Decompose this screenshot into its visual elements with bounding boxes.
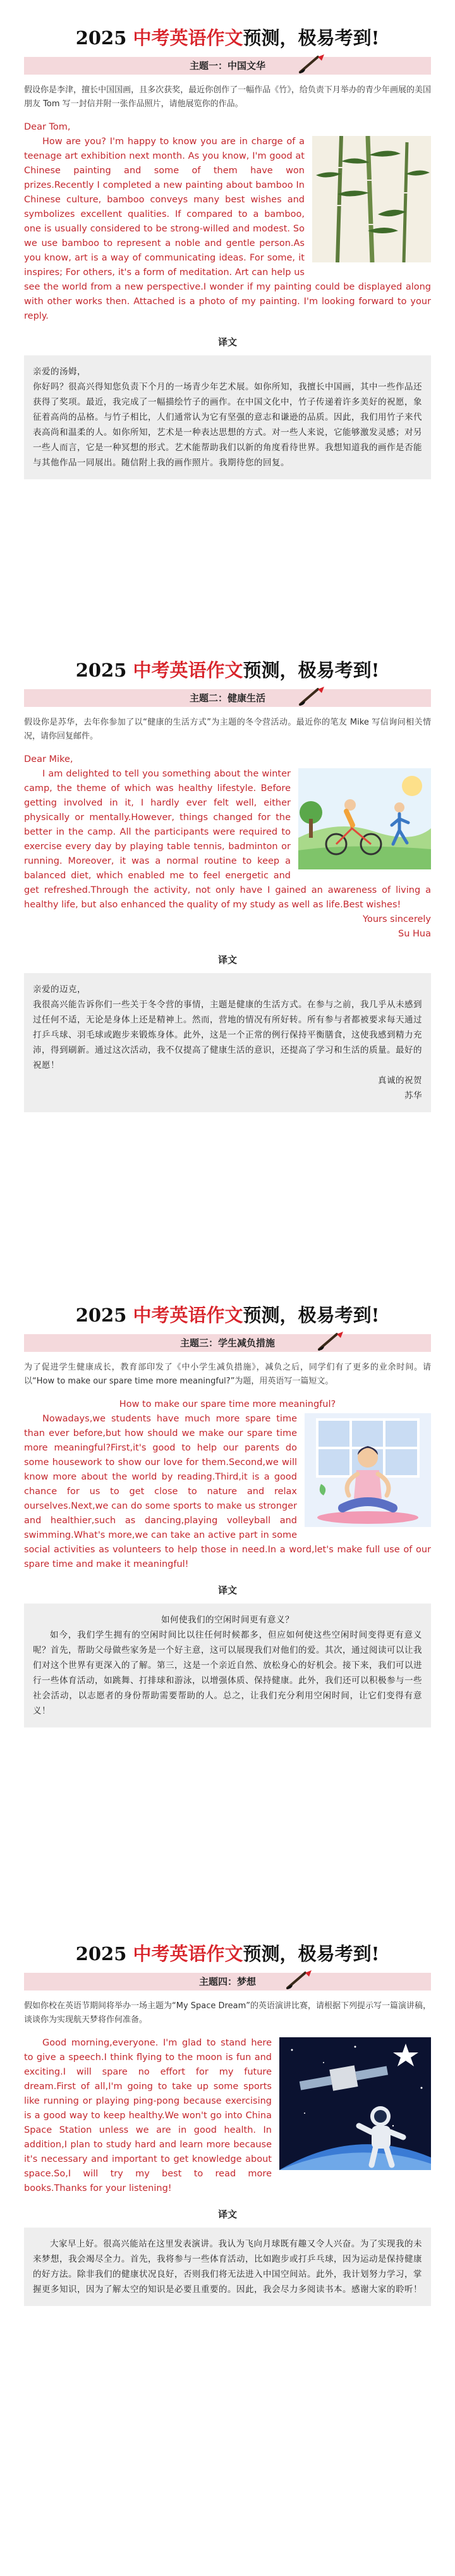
headline: 2025 中考英语作文预测，极易考到!: [75, 659, 380, 681]
translation-body: 我很高兴能告诉你们一些关于冬令营的事情，主题是健康的生活方式。在参与之前，我几乎从未感到过任何不适，无论是身体上还是精神上。然而，营地的情况有所好转。所有参与者都被要求每天通过打乒乓球、羽毛球或跑步来锻炼身体。此外，这是一个正常的例行保持平衡膳食，这使我感到精力充沛，得到刷新。通过这次活动，我不仅提高了健康生活的意识，还提高了学习和生活的质量。最好的祝愿！: [33, 1000, 422, 1070]
translation-label: 译文: [217, 954, 237, 966]
translation-body: 如今，我们学生拥有的空闲时间比以往任何时候都多，但应如何使这些空闲时间变得更有意义呢？首先，帮助父母做些家务是一个好主意，这可以展现我们对他们的爱。其次，通过阅读可以让我们对这个世界有更深入的了解。第三，这是一个亲近自然、放松身心的好机会。接下来，我们可以进行一些体育活动，如跳舞、打排球和游泳，以增强体质、保持健康。此外，我们还可以积极参与一些社会活动，以志愿者的身份帮助需要帮助的人。总之，让我们充分利用空闲时间，让它们变得有意义！: [33, 1630, 422, 1716]
brush-icon: [296, 53, 327, 75]
letter-body: I am delighted to tell you something about the winter camp, the theme of which was healthy lifestyle. Before getting involved in it, I hardly ever felt well, either physically or mentally.However, things changed for the better in the camp. All the participants were required to exercise every day by playing table tennis, badminton or running. Moreover, it was a normal routine to keep a balanced diet, which enabled me to feel energetic and get refreshed.Through the activity, not only have I gained an awareness of living a healthy life, but also enhanced the quality of my study as well as life.Best wishes!: [24, 769, 431, 910]
translation-title: 如何使我们的空闲时间更有意义？: [161, 1615, 294, 1625]
letter: [24, 120, 431, 324]
translation-box: [24, 2228, 431, 2306]
speech: [24, 2036, 431, 2196]
topic-title: 主题一：中国文华: [189, 60, 265, 71]
topic-bar: [24, 1334, 431, 1352]
translation-box: [24, 355, 431, 479]
letter-body: How are you? I'm happy to know you are in charge of a teenage art exhibition next month. As you know, I'm good at Chinese painting and some of them have won prizes.Recently I completed a new painting about bamboo In Chinese culture, bamboo conveys many best wishes and symbolizes excellent qualities. If compared to a bamboo, one is usually considered to be strong-willed and modest. So we use bamboo to represent a noble and gentle person.As you know, art is a way of communicating ideas. For some, it inspires; For others, it's a form of meditation. Art can help us see the world from a new perspective.I wonder if my painting could be displayed along with other works then. Attached is a photo of my painting. I'm looking forward to your reply.: [24, 137, 431, 321]
section-dream: [0, 1941, 455, 2306]
topic-title: 主题二：健康生活: [189, 692, 265, 704]
prompt: 假如你校在英语节期间将举办一场主题为“My Space Dream”的英语演讲比赛，请根据下列提示写一篇演讲稿，谈谈你为实现航天梦将作何准备。: [24, 2001, 431, 2025]
yoga-girl-illustration: [305, 1413, 431, 1527]
cycling-runners-illustration: [298, 768, 431, 869]
astronaut-space-illustration: [279, 2037, 431, 2170]
bamboo-painting-illustration: [312, 136, 431, 262]
prompt: 假设你是李津，擅长中国国画，且多次获奖，最近你创作了一幅作品《竹》，给负责下月举办的青少年画展的美国朋友 Tom 写一封信并附一张作品照片，请他展览你的作品。: [24, 85, 431, 109]
salutation: Dear Mike,: [24, 754, 73, 764]
brush-icon: [296, 685, 327, 707]
letter: [24, 752, 431, 941]
topic-title: 主题四：梦想: [198, 1976, 256, 1987]
topic-bar: [24, 689, 431, 707]
brush-icon: [284, 1969, 314, 1990]
translation-body: 大家早上好。很高兴能站在这里发表演讲。我认为飞向月球既有趣又令人兴奋。为了实现我的未来梦想，我会竭尽全力。首先，我将参与一些体育活动，比如跑步或打乒乓球，因为运动是保持健康的好方法。除非我们的健康状况良好，否则我们将无法进入中国空间站。此外，我计划努力学习，掌握更多知识，因为了解太空的知识是必要且重要的。因此，我会尽力多阅读书本。感谢大家的聆听！: [33, 2239, 422, 2295]
topic-bar: [24, 1973, 431, 1990]
essay-title: How to make our spare time more meaningful?: [119, 1399, 336, 1409]
section-healthy-life: [0, 658, 455, 1112]
topic-bar: [24, 57, 431, 75]
speech-body: Good morning,everyone. I'm glad to stand here to give a speech.I think flying to the moon is fun and exciting.I will spare no effort for my future dream.First of all,I'm going to take up some sports like running or playing ping-pong because exercising is a good way to keep healthy.We won't go into China Space Station unless we are in good health. In addition,I plan to study hard and learn more because it's necessary and important to get knowledge about space.So,I will try my best to read more books.Thanks for your listening!: [24, 2038, 272, 2193]
prompt: 为了促进学生健康成长，教育部印发了《中小学生减负措施》，减负之后，同学们有了更多的业余时间。请以“How to make our spare time more meaningful?”为题，用英语写一篇短文。: [24, 1363, 431, 1386]
brush-icon: [315, 1330, 346, 1352]
translation-salutation: 亲爱的汤姆，: [33, 367, 86, 377]
translation-body: 你好吗？很高兴得知您负责下个月的一场青少年艺术展。如你所知，我擅长中国画，其中一些作品还获得了奖项。最近，我完成了一幅描绘竹子的画作。在中国文化中，竹子传递着许多美好的祝愿，象征着高尚的品格。与竹子相比，人们通常认为它有坚强的意志和谦逊的品质。因此，我们用竹子来代表高尚和温柔的人。如你所知，艺术是一种表达思想的方式。对一些人来说，它能够激发灵感；对另一些人而言，它是一种冥想的形式。艺术能帮助我们以新的角度看待世界。我想知道我的画作是否能与其他作品一同展出。随信附上我的画作照片。我期待您的回复。: [33, 382, 422, 468]
translation-closing: 真诚的祝贺: [378, 1076, 422, 1086]
signature: Su Hua: [398, 929, 431, 939]
section-culture: [0, 25, 455, 479]
section-burden-reduction: [0, 1303, 455, 1727]
essay: [24, 1397, 431, 1572]
headline: 2025 中考英语作文预测，极易考到!: [75, 1943, 380, 1965]
salutation: Dear Tom,: [24, 122, 71, 132]
closing: Yours sincerely: [363, 914, 431, 924]
translation-label: 译文: [217, 336, 237, 348]
translation-signature: 苏华: [404, 1091, 422, 1101]
translation-box: [24, 973, 431, 1112]
translation-label: 译文: [217, 1585, 237, 1596]
prompt: 假设你是苏华，去年你参加了以“健康的生活方式”为主题的冬令营活动。最近你的笔友 Mike 写信询问相关情况，请你回复邮件。: [24, 718, 431, 741]
translation-box: [24, 1604, 431, 1727]
translation-salutation: 亲爱的迈克，: [33, 984, 86, 995]
essay-body: Nowadays,we students have much more spare time than ever before,but how should we make our spare time more meaningful?First,it's good to help our parents do some housework to show our love for them.Second,we will know more about the world by reading.Third,it is a good chance for us to get close to nature and relax ourselves.Next,we can do some sports to make us stronger and healthier,such as dancing,playing volleyball and swimming.What's more,we can take an active part in some social activities as volunteers to help those in need.In a word,let's make full use of our spare time and make it meaningful!: [24, 1414, 431, 1569]
headline: 2025 中考英语作文预测，极易考到!: [75, 1304, 380, 1326]
headline: 2025 中考英语作文预测，极易考到!: [75, 27, 380, 49]
translation-label: 译文: [217, 2209, 237, 2220]
topic-title: 主题三：学生减负措施: [179, 1337, 275, 1349]
